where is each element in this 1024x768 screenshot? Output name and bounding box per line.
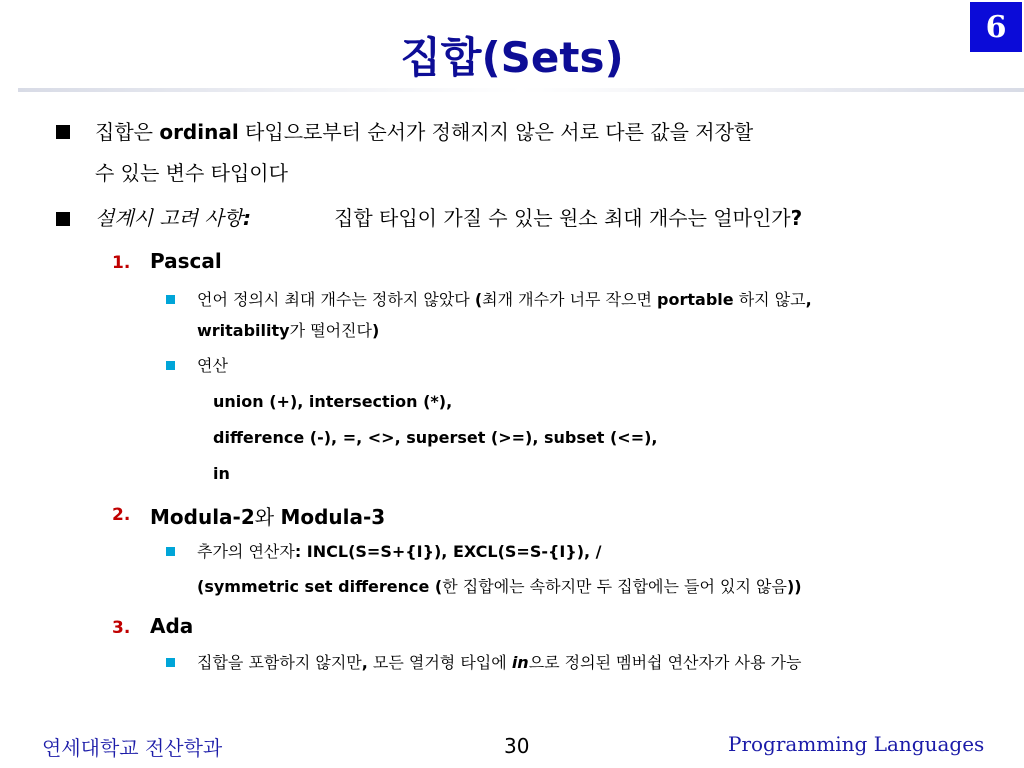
ada-sub1-a: 집합을 포함하지 않지만	[197, 653, 362, 672]
bullet2-label: 설계시 고려 사항	[95, 206, 243, 230]
sub-bullet-square	[166, 547, 175, 556]
pascal-sub1-line1	[197, 289, 812, 311]
footer-page-number: 30	[504, 734, 530, 758]
modula-sub1-line1	[197, 541, 602, 563]
bullet1-line2: 수 있는 변수 타입이다	[95, 161, 288, 185]
bullet2-question	[334, 205, 802, 231]
list-number-3: 3.	[112, 618, 131, 638]
pascal-sub1-line2	[197, 320, 379, 342]
modula-sub1-e: ))	[786, 577, 802, 596]
bullet1-text-pre: 집합은	[95, 120, 160, 144]
modula-sub1-c: (symmetric set difference (	[197, 577, 443, 596]
sub-bullet-square	[166, 295, 175, 304]
modula-sub1-d: 한 집합에는 속하지만 두 집합에는 들어 있지 않음	[442, 577, 787, 596]
title-divider	[18, 88, 1024, 92]
ada-sub1-e: 으로 정의된 멤버쉽 연산자가 사용 가능	[528, 653, 802, 672]
pascal-sub2-label: 연산	[197, 356, 228, 375]
item2-name-mid: 와	[254, 505, 281, 529]
item1-name: Pascal	[150, 249, 222, 273]
sub-bullet-square	[166, 658, 175, 667]
bullet1-ordinal: ordinal	[159, 120, 239, 144]
bullet2-line	[95, 205, 251, 231]
item2-name-b: Modula-3	[280, 505, 386, 529]
pascal-sub1-i: )	[371, 321, 380, 340]
pascal-sub1-e: 하지 않고	[733, 290, 806, 309]
pascal-sub1-writability: writability	[197, 321, 290, 340]
slide-number: 6	[985, 9, 1007, 45]
bullet1-text-post: 타입으로부터 순서가 정해지지 않은 서로 다른 값을 저장할	[238, 120, 754, 144]
ada-sub1-in: in	[511, 653, 529, 672]
item2-name	[150, 501, 385, 530]
footer-department: 연세대학교 전산학과	[42, 736, 223, 760]
pascal-sub1-f: ,	[805, 290, 812, 309]
modula-sub1-a: 추가의 연산자	[197, 542, 295, 561]
bullet1-line1	[95, 119, 753, 145]
bullet2-text: 집합 타입이 가질 수 있는 원소 최대 개수는 얼마인가	[334, 206, 791, 230]
pascal-sub1-b: (	[474, 290, 483, 309]
pascal-op-line-3: in	[213, 464, 230, 483]
pascal-sub1-a: 언어 정의시 최대 개수는 정하지 않았다	[197, 290, 475, 309]
bullet2-colon: :	[242, 206, 251, 230]
pascal-sub1-h: 가 떨어진다	[289, 321, 372, 340]
bullet-square	[56, 125, 70, 139]
item2-name-a: Modula-2	[150, 505, 255, 529]
ada-sub1-line	[197, 652, 801, 674]
pascal-sub1-portable: portable	[657, 290, 734, 309]
sub-bullet-square	[166, 361, 175, 370]
ada-sub1-c: 모든 열거형 타입에	[367, 653, 512, 672]
list-number-1: 1.	[112, 253, 131, 273]
pascal-sub1-c: 최개 개수가 너무 작으면	[482, 290, 658, 309]
ada-sub1-b: ,	[361, 653, 368, 672]
pascal-op-line-2: difference (-), =, <>, superset (>=), subset (<=),	[213, 428, 658, 447]
item3-name: Ada	[150, 614, 194, 638]
bullet2-qmark: ?	[790, 206, 803, 230]
list-number-2: 2.	[112, 505, 131, 525]
footer-course: Programming Languages	[728, 732, 985, 756]
slide-title: 집합(Sets)	[400, 33, 624, 82]
modula-sub1-b: : INCL(S=S+{I}), EXCL(S=S-{I}), /	[294, 542, 602, 561]
modula-sub1-line2	[197, 576, 802, 598]
bullet-square	[56, 212, 70, 226]
pascal-op-line-1: union (+), intersection (*),	[213, 392, 453, 411]
